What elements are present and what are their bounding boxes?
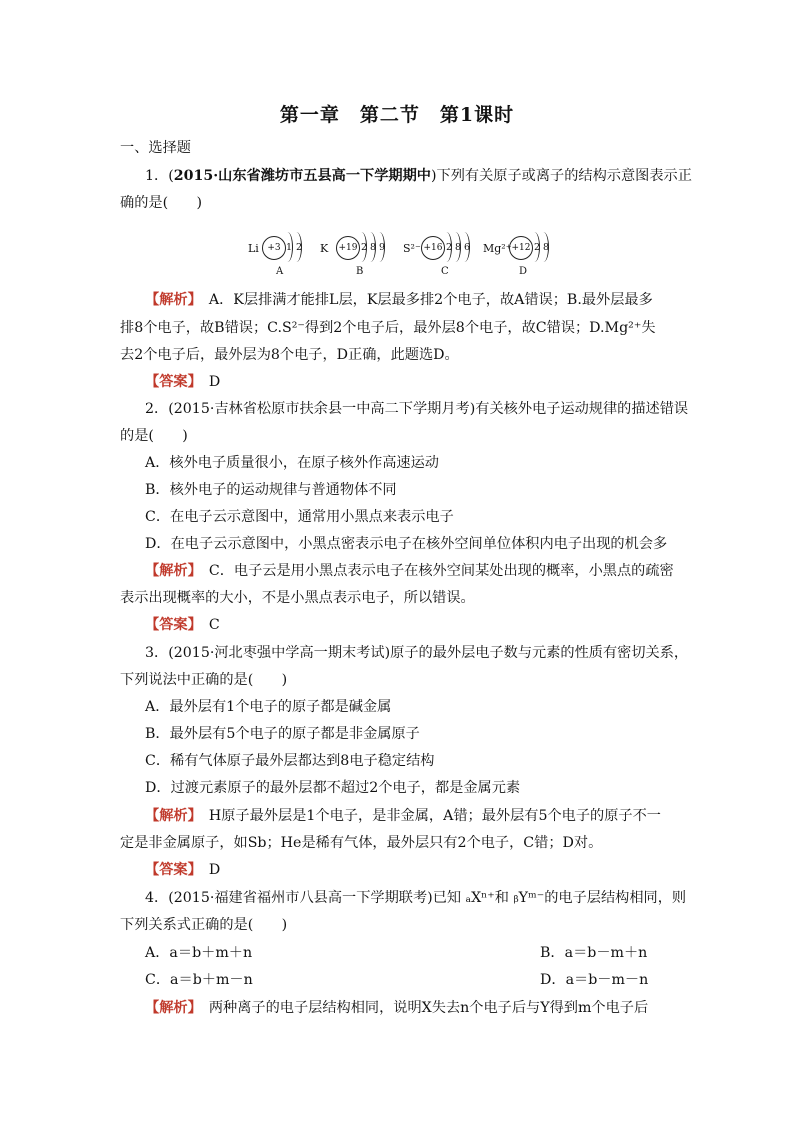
answer-tag: 【答案】 xyxy=(145,374,195,390)
q4-stem-line2: 下列关系式正确的是( ) xyxy=(120,917,288,933)
q2-answer: 【答案】 C xyxy=(145,617,220,633)
analysis-tag: 【解析】 xyxy=(145,563,195,579)
q2-option-d: D．在电子云示意图中，小黑点密表示电子在核外空间单位体积内电子出现的机会多 xyxy=(145,536,668,552)
q2-analysis-line2: 表示出现概率的大小，不是小黑点表示电子，所以错误。 xyxy=(120,590,475,606)
q4-options-row1 xyxy=(145,943,648,963)
q4-option-b: B．a＝b－m＋n xyxy=(540,945,648,961)
nucleus-circle: +16 xyxy=(421,236,445,260)
q1-stem-line1: 1．(2015·山东省潍坊市五县高一下学期期中)下列有关原子或离子的结构示意图表示正 xyxy=(145,168,692,184)
option-label: A xyxy=(276,266,284,277)
q2-stem-line1: 2．(2015·吉林省松原市扶余县一中高二下学期月考)有关核外电子运动规律的描述错误 xyxy=(145,401,689,417)
q1-analysis-line3: 去2个电子后，最外层为8个电子，D正确，此题选D。 xyxy=(120,347,459,363)
q2-analysis-line1: 【解析】 C．电子云是用小黑点表示电子在核外空间某处出现的概率，小黑点的疏密 xyxy=(145,563,674,579)
q4-option-c: C．a＝b＋m－n xyxy=(145,972,253,988)
option-label: D xyxy=(519,266,528,277)
page-title: 第一章 第二节 第1课时 xyxy=(279,104,515,126)
q3-stem-line2: 下列说法中正确的是( ) xyxy=(120,672,288,688)
q3-analysis-line2: 定是非金属原子，如Sb；He是稀有气体，最外层只有2个电子，C错；D对。 xyxy=(120,835,603,851)
q4-option-d: D．a＝b－m－n xyxy=(540,972,649,988)
q3-option-a: A．最外层有1个电子的原子都是碱金属 xyxy=(145,699,392,715)
analysis-tag: 【解析】 xyxy=(145,808,195,824)
nucleus-circle: +3 xyxy=(262,236,286,260)
analysis-tag: 【解析】 xyxy=(145,292,195,308)
atom-structure-diagram: Li +3 1 2 A K +19 2 8 9 B S²⁻ +16 2 8 6 C Mg²⁺ +12 2 8 D xyxy=(248,232,568,280)
q4-options-row2 xyxy=(145,970,649,990)
q3-option-c: C．稀有气体原子最外层都达到8电子稳定结构 xyxy=(145,753,435,769)
q3-analysis-line1: 【解析】 H原子最外层是1个电子，是非金属，A错；最外层有5个电子的原子不一 xyxy=(145,808,661,824)
q1-stem-line2: 确的是( ) xyxy=(120,195,203,211)
analysis-tag: 【解析】 xyxy=(145,1000,195,1016)
q1-analysis-line1: 【解析】 A．K层排满才能排L层，K层最多排2个电子，故A错误；B.最外层最多 xyxy=(145,292,653,308)
q2-option-a: A．核外电子质量很小，在原子核外作高速运动 xyxy=(145,455,439,471)
nucleus-circle: +19 xyxy=(336,236,360,260)
answer-tag: 【答案】 xyxy=(145,862,195,878)
q1-answer: 【答案】 D xyxy=(145,374,221,390)
q4-analysis-line1: 【解析】 两种离子的电子层结构相同，说明X失去n个电子后与Y得到m个电子后 xyxy=(145,1000,649,1016)
q3-option-d: D．过渡元素原子的最外层都不超过2个电子，都是金属元素 xyxy=(145,780,521,796)
q2-option-b: B．核外电子的运动规律与普通物体不同 xyxy=(145,482,397,498)
answer-tag: 【答案】 xyxy=(145,617,195,633)
q4-stem-line1: 4．(2015·福建省福州市八县高一下学期联考)已知 ₐXⁿ⁺和 ᵦYᵐ⁻的电子层结构相同，则 xyxy=(145,890,687,906)
q2-option-c: C．在电子云示意图中，通常用小黑点来表示电子 xyxy=(145,509,454,525)
option-label: B xyxy=(356,266,364,277)
q4-option-a: A．a＝b＋m＋n xyxy=(145,945,253,961)
q1-analysis-line2: 排8个电子，故B错误；C.S²⁻得到2个电子后，最外层8个电子，故C错误；D.Mg²⁺失 xyxy=(120,320,656,336)
q3-stem-line1: 3．(2015·河北枣强中学高一期末考试)原子的最外层电子数与元素的性质有密切关系， xyxy=(145,645,689,661)
option-label: C xyxy=(441,266,449,277)
nucleus-circle: +12 xyxy=(509,236,533,260)
section-heading: 一、选择题 xyxy=(120,140,191,156)
q3-answer: 【答案】 D xyxy=(145,862,221,878)
q3-option-b: B．最外层有5个电子的原子都是非金属原子 xyxy=(145,726,420,742)
q2-stem-line2: 的是( ) xyxy=(120,428,188,444)
q1-source: 2015·山东省潍坊市五县高一下学期期中 xyxy=(173,168,431,184)
